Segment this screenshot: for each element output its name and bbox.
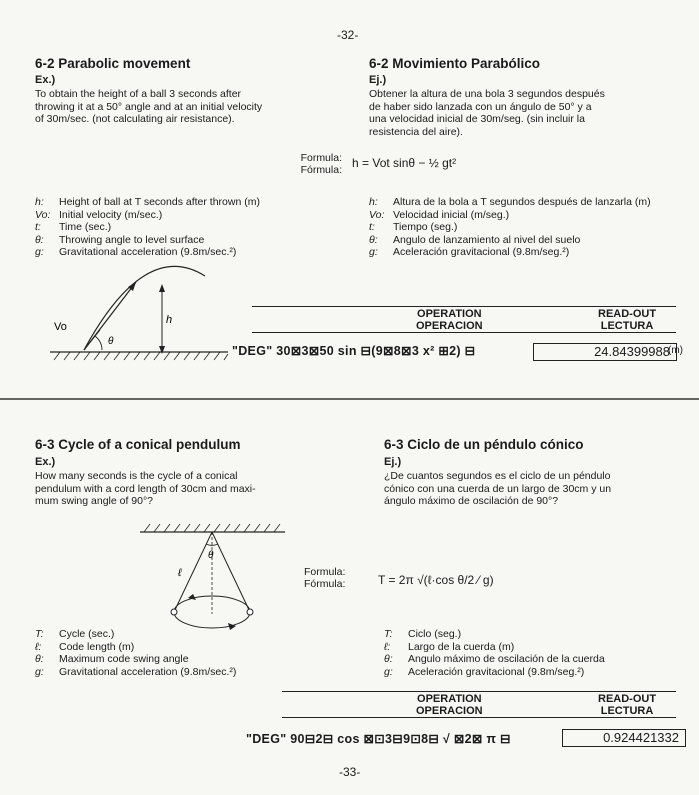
section-6-2-title-es: 6-2 Movimiento Parabólico	[369, 56, 541, 71]
diagram-l-label: ℓ	[178, 567, 182, 579]
example-text-en: How many seconds is the cycle of a conical pendulum with a cord length of 30cm and maxi- mum swing angle of 90°?	[35, 470, 256, 507]
variable-list-en: h: Height of ball at T seconds after thrown (m) Vo: Initial velocity (m/sec.) t: Time (sec.) θ: Throwing angle to level surface g: Gravitational acceleration (9.8m/sec.²)	[35, 196, 260, 258]
section-6-3-title-en: 6-3 Cycle of a conical pendulum	[35, 437, 241, 452]
example-text-es: Obtener la altura de una bola 3 segundos después de haber sido lanzada con un ángulo de 50° y a una velocidad inicial de 30m/seg. (sin incluir la resistencia del aire).	[369, 88, 605, 138]
readout-display: 0.924421332	[562, 729, 686, 747]
example-label-en: Ex.)	[35, 456, 56, 468]
ground-hatching	[54, 352, 228, 360]
variable-list-es: T: Ciclo (seg.) ℓ: Largo de la cuerda (m) θ: Angulo máximo de oscilación de la cuerda g: Aceleración gravitacional (9.8m/seg.²)	[384, 628, 605, 678]
ceiling-hatching	[144, 524, 280, 532]
trajectory-curve	[84, 266, 205, 350]
section-divider	[0, 398, 699, 400]
diagram-theta-label: θ	[108, 336, 114, 347]
formula-label: Formula: Fórmula:	[304, 566, 346, 590]
page-number-top: -32-	[337, 28, 359, 42]
example-text-es: ¿De cuantos segundos es el ciclo de un péndulo cónico con una cuerda de un largo de 30cm y un ángulo máximo de oscilación de 90°?	[384, 470, 612, 507]
variable-list-en: T: Cycle (sec.) ℓ: Code length (m) θ: Maximum code swing angle g: Gravitational acceleration (9.8m/sec.²)	[35, 628, 237, 678]
parabolic-diagram	[50, 268, 230, 360]
example-label-es: Ej.)	[369, 74, 387, 86]
formula-label: Formula: Fórmula:	[300, 152, 342, 176]
keystroke-sequence: "DEG" 30⊠3⊠50 sin ⊟(9⊠8⊠3 x² ⊞2) ⊟	[232, 344, 476, 358]
arrow-up-icon	[159, 284, 165, 292]
example-label-es: Ej.)	[384, 456, 402, 468]
operation-header: OPERATION OPERACION READ-OUT LECTURA	[282, 691, 676, 718]
bob-left	[171, 609, 177, 615]
conical-pendulum-diagram	[140, 522, 290, 640]
variable-list-es: h: Altura de la bola a T segundos después de lanzarla (m) Vo: Velocidad inicial (m/seg.) t: Tiempo (seg.) θ: Angulo de lanzamiento al nivel del suelo g: Aceleración gravitacional (9.8m/seg.²)	[369, 196, 651, 258]
diagram-h-label: h	[166, 314, 173, 326]
formula-pendulum: T = 2π √(ℓ·cos θ/2 ⁄ g)	[378, 573, 494, 587]
example-label-en: Ex.)	[35, 74, 56, 86]
formula-parabolic: h = Vot sinθ − ½ gt²	[352, 156, 457, 170]
section-6-2-title-en: 6-2 Parabolic movement	[35, 56, 191, 71]
arrow-head-icon	[128, 282, 136, 291]
readout-unit: (m)	[668, 345, 683, 356]
example-text-en: To obtain the height of a ball 3 seconds after throwing it at a 50° angle and at an initial velocity of 30m/sec. (not calculating air resistance).	[35, 88, 263, 125]
readout-display: 24.84399988	[533, 343, 677, 361]
diagram-theta-label: θ	[208, 550, 214, 561]
operation-header: OPERATION OPERACION READ-OUT LECTURA	[252, 306, 676, 333]
keystroke-sequence: "DEG" 90⊟2⊟ cos ⊠⊡3⊟9⊡8⊟ √ ⊠2⊠ π ⊟	[246, 732, 511, 746]
bob-right	[247, 609, 253, 615]
page-number-bottom: -33-	[339, 765, 361, 779]
angle-arc	[95, 336, 102, 350]
diagram-vo-label: Vo	[54, 321, 67, 333]
section-6-3-title-es: 6-3 Ciclo de un péndulo cónico	[384, 437, 584, 452]
